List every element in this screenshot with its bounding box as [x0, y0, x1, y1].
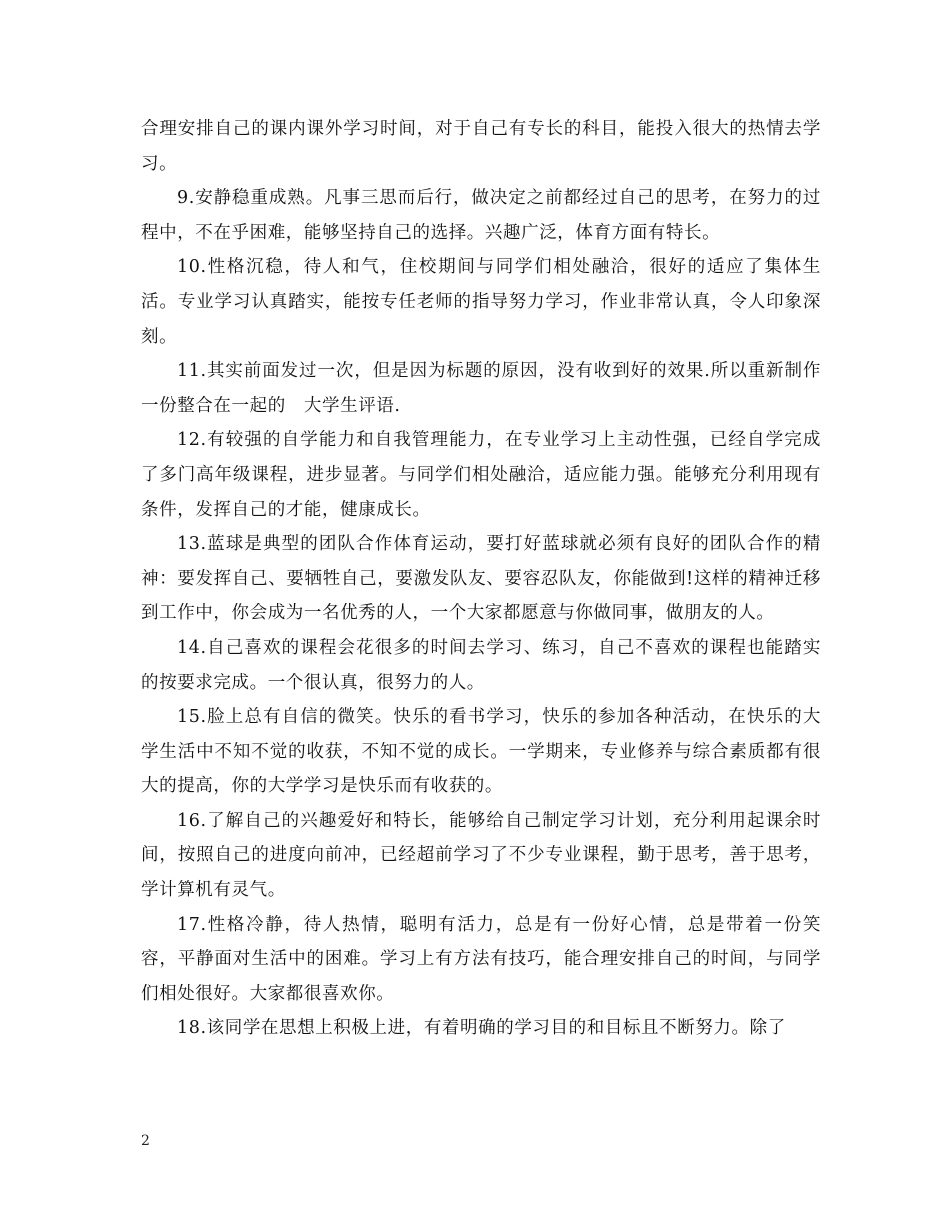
paragraph-item-12: 12.有较强的自学能力和自我管理能力，在专业学习上主动性强，已经自学完成了多门高年级课程，进步显著。与同学们相处融洽，适应能力强。能够充分利用现有条件，发挥自己的才能，健康成长。	[141, 430, 821, 520]
paragraph-item-15: 15.脸上总有自信的微笑。快乐的看书学习，快乐的参加各种活动，在快乐的大学生活中不知不觉的收获，不知不觉的成长。一学期来，专业修养与综合素质都有很大的提高，你的大学学习是快乐而有收获的。	[141, 707, 821, 797]
paragraph-item-16: 16.了解自己的兴趣爱好和特长，能够给自己制定学习计划，充分利用起课余时间，按照自己的进度向前冲，已经超前学习了不少专业课程，勤于思考，善于思考，学计算机有灵气。	[141, 810, 821, 901]
paragraph-continuation: 合理安排自己的课内课外学习时间，对于自己有专长的科目，能投入很大的热情去学习。	[141, 119, 821, 174]
paragraph-item-17: 17.性格冷静，待人热情，聪明有活力，总是有一份好心情，总是带着一份笑容，平静面对生活中的困难。学习上有方法有技巧，能合理安排自己的时间，与同学们相处很好。大家都很喜欢你。	[141, 914, 821, 1004]
paragraph-item-13: 13.蓝球是典型的团队合作体育运动，要打好蓝球就必须有良好的团队合作的精神：要发挥自己、要牺牲自己，要激发队友、要容忍队友，你能做到!这样的精神迁移到工作中，你会成为一名优秀的人，一个大家都愿意与你做同事，做朋友的人。	[141, 534, 821, 624]
body-text	[141, 112, 821, 1046]
paragraph-item-14: 14.自己喜欢的课程会花很多的时间去学习、练习，自己不喜欢的课程也能踏实的按要求完成。一个很认真，很努力的人。	[141, 637, 821, 693]
paragraph-item-10: 10.性格沉稳，待人和气，住校期间与同学们相处融洽，很好的适应了集体生活。专业学习认真踏实，能按专任老师的指导努力学习，作业非常认真，令人印象深刻。	[141, 257, 821, 347]
paragraph-item-9: 9.安静稳重成熟。凡事三思而后行，做决定之前都经过自己的思考，在努力的过程中，不在乎困难，能够坚持自己的选择。兴趣广泛，体育方面有特长。	[141, 188, 821, 243]
paragraph-item-18: 18.该同学在思想上积极上进，有着明确的学习目的和目标且不断努力。除了	[177, 1018, 786, 1039]
page-number: 2	[141, 1133, 150, 1149]
paragraph-item-11: 11.其实前面发过一次，但是因为标题的原因，没有收到好的效果.所以重新制作一份整合在一起的 大学生评语.	[141, 361, 821, 416]
